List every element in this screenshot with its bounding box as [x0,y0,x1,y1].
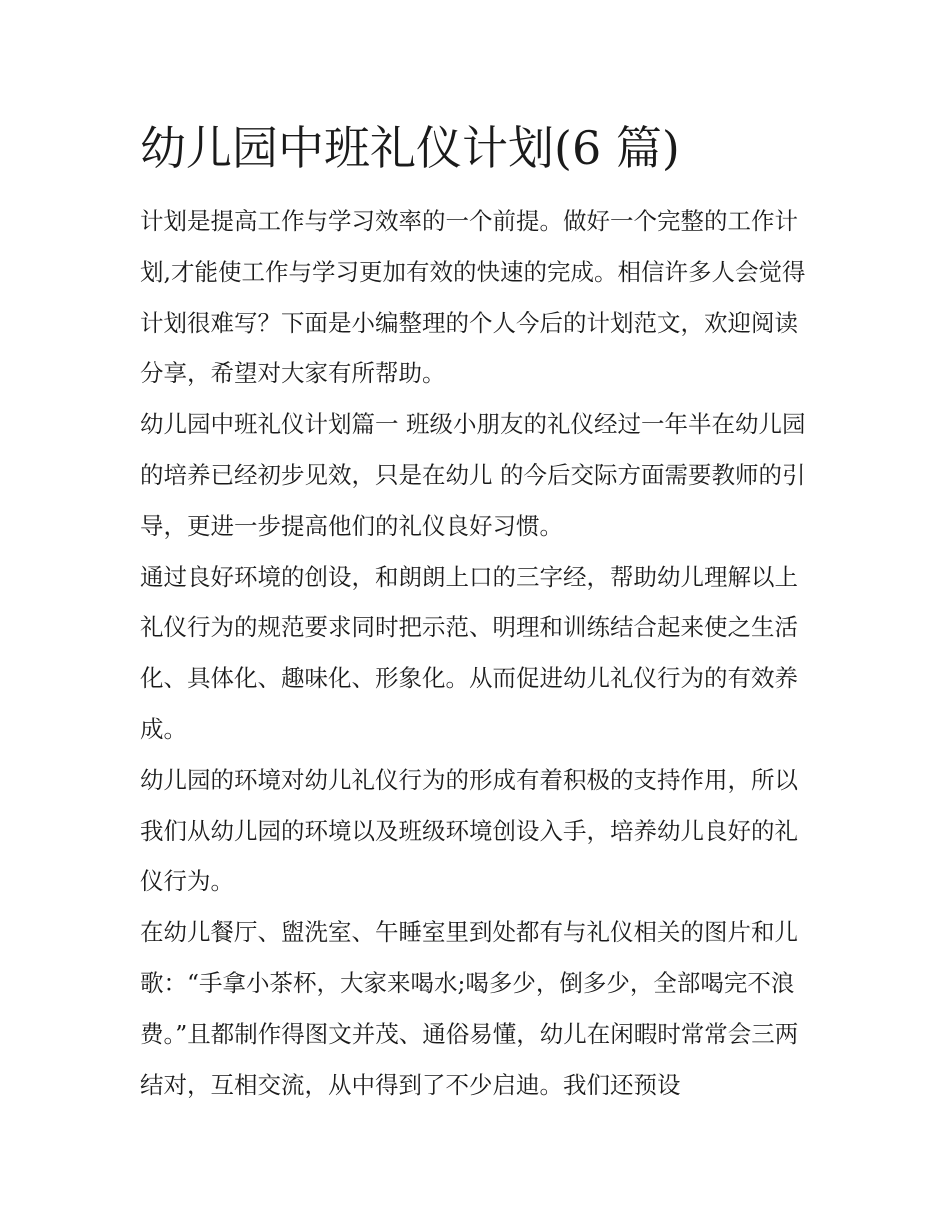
document-title: 幼儿园中班礼仪计划(6 篇) [140,121,680,175]
paragraph-intro: 计划是提高工作与学习效率的一个前提。做好一个完整的工作计划,才能使工作与学习更加有效的快速的完成。相信许多人会觉得计划很难写？下面是小编整理的个人今后的计划范文，欢迎阅读分享，希望对大家有所帮助。 [140,207,806,388]
paragraph-dining-hall: 在幼儿餐厅、盥洗室、午睡室里到处都有与礼仪相关的图片和儿歌：“手拿小茶杯，大家来喝水;喝多少，倒多少，全部喝完不浪费。”且都制作得图文并茂、通俗易懂，幼儿在闲暇时常常会三两结对，互相交流，从中得到了不少启迪。我们还预设 [140,918,799,1099]
document-body [140,196,812,1110]
paragraph-kindergarten-environment: 幼儿园的环境对幼儿礼仪行为的形成有着积极的支持作用，所以我们从幼儿园的环境以及班级环境创设入手，培养幼儿良好的礼仪行为。 [140,765,798,896]
paragraph-plan-one: 幼儿园中班礼仪计划篇一 班级小朋友的礼仪经过一年半在幼儿园的培养已经初步见效，只是在幼儿 的今后交际方面需要教师的引导，更进一步提高他们的礼仪良好习惯。 [140,410,806,540]
paragraph-environment-creation: 通过良好环境的创设，和朗朗上口的三字经，帮助幼儿理解以上礼仪行为的规范要求同时把示范、明理和训练结合起来使之生活化、具体化、趣味化、形象化。从而促进幼儿礼仪行为的有效养成。 [140,562,798,743]
